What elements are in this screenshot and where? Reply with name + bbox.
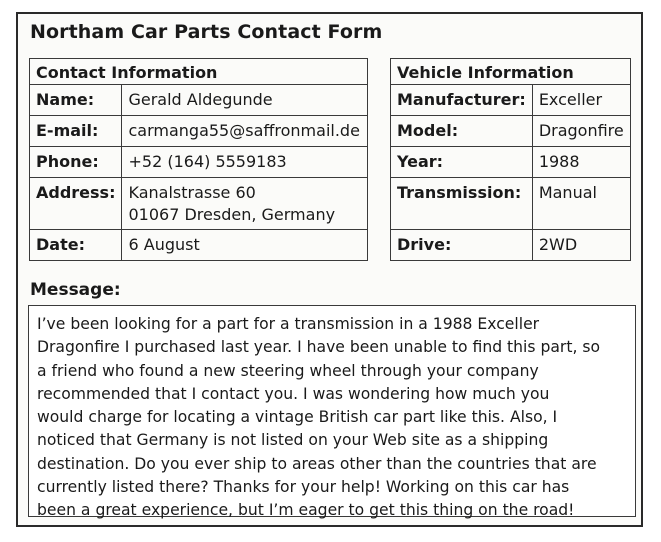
year-label: Year: — [391, 147, 533, 178]
address-line-2: 01067 Dresden, Germany — [128, 205, 336, 224]
email-label: E-mail: — [30, 116, 122, 147]
message-line: currently listed there? Thanks for your help! Working on this car has — [37, 478, 570, 497]
date-label: Date: — [30, 230, 122, 261]
contact-information-table — [29, 58, 368, 261]
email-value: carmanga55@saffronmail.de — [122, 116, 368, 147]
form-title: Northam Car Parts Contact Form — [30, 21, 383, 43]
date-value: 6 August — [122, 230, 368, 261]
contact-header: Contact Information — [30, 59, 368, 85]
message-line: Dragonfire I purchased last year. I have been unable to find this part, so — [37, 338, 601, 357]
address-value — [122, 178, 368, 230]
message-line: I’ve been looking for a part for a transmission in a 1988 Exceller — [37, 315, 540, 333]
vehicle-information-table — [390, 58, 631, 261]
name-value: Gerald Aldegunde — [122, 85, 368, 116]
phone-value: +52 (164) 5559183 — [122, 147, 368, 178]
phone-label: Phone: — [30, 147, 122, 178]
message-line: would charge for locating a vintage British car part like this. Also, I — [37, 408, 558, 427]
drive-value: 2WD — [532, 230, 630, 261]
message-line: recommended that I contact you. I was wondering how much you — [37, 384, 550, 403]
message-line: been a great experience, but I’m eager to get this thing on the road! — [37, 501, 575, 520]
manufacturer-label: Manufacturer: — [391, 85, 533, 116]
vehicle-header: Vehicle Information — [391, 59, 631, 85]
drive-label: Drive: — [391, 230, 533, 261]
message-box — [28, 305, 636, 520]
transmission-label: Transmission: — [391, 178, 533, 230]
model-label: Model: — [391, 116, 533, 147]
year-value: 1988 — [532, 147, 630, 178]
address-line-1: Kanalstrasse 60 — [128, 183, 256, 202]
message-line: destination. Do you ever ship to areas other than the countries that are — [37, 454, 597, 473]
name-label: Name: — [30, 85, 122, 116]
manufacturer-value: Exceller — [532, 85, 630, 116]
message-line: noticed that Germany is not listed on your Web site as a shipping — [37, 431, 549, 450]
transmission-value: Manual — [532, 178, 630, 230]
model-value: Dragonfire — [532, 116, 630, 147]
address-label: Address: — [30, 178, 122, 230]
message-line: a friend who found a new steering wheel through your company — [37, 361, 539, 380]
message-label: Message: — [30, 280, 121, 300]
